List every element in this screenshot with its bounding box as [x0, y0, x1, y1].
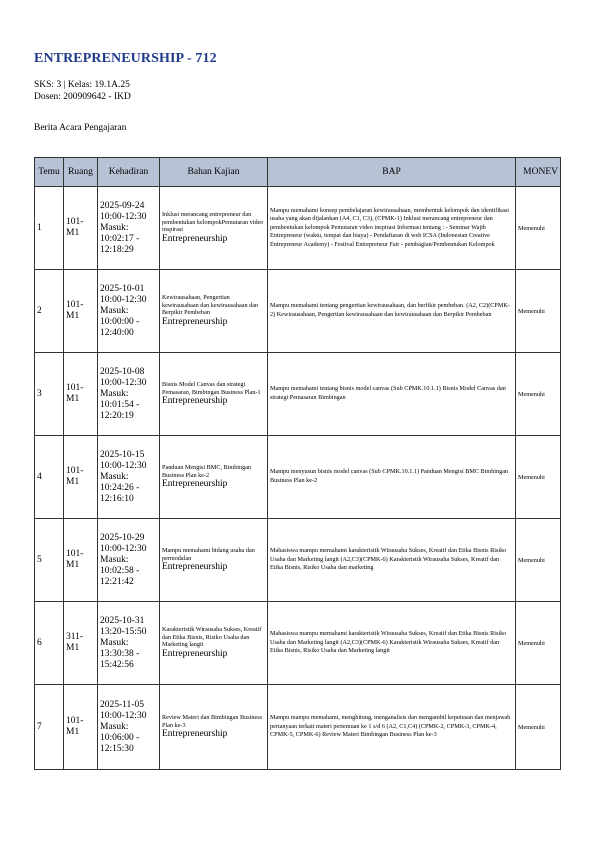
monev-status: Memenuhi — [516, 270, 561, 353]
lecturer-info: Dosen: 200909642 - IKD — [34, 92, 131, 102]
attendance-cell — [98, 519, 160, 602]
room-cell: 101-M1 — [64, 187, 98, 270]
course-name: Entrepreneurship — [162, 729, 228, 740]
table-header-row — [35, 158, 561, 187]
room-cell: 101-M1 — [64, 270, 98, 353]
teaching-report-table — [34, 157, 561, 770]
column-header-bahan-kajian: Bahan Kajian — [160, 158, 268, 187]
attendance-cell — [98, 436, 160, 519]
room-cell: 101-M1 — [64, 519, 98, 602]
monev-status: Memenuhi — [516, 519, 561, 602]
check-in-label: Masuk: — [100, 721, 129, 732]
bap-description: Mahasiswa mampu memahami karakteristik Wirausaha Sukses, Kreatif dan Etika Bisnis Risiko Usaha dan Marketing langit (A2,C3)(CPMK-6) Karakteristik Wirausaha Sukses, Kreatif dan Etika Bisnis, Risiko Usaha dan marketing — [268, 519, 516, 602]
attendance-cell — [98, 602, 160, 685]
check-in-label: Masuk: — [100, 222, 129, 233]
room-cell: 311-M1 — [64, 602, 98, 685]
course-name: Entrepreneurship — [162, 316, 228, 327]
check-in-time: 10:02:58 - — [100, 565, 140, 576]
check-in-time: 13:30:38 - — [100, 648, 140, 659]
study-material-cell — [160, 436, 268, 519]
course-name: Entrepreneurship — [162, 396, 228, 407]
meeting-date: 2025-10-29 — [100, 532, 145, 543]
study-material-cell — [160, 519, 268, 602]
check-out-time: 15:42:56 — [100, 659, 134, 670]
monev-status: Memenuhi — [516, 187, 561, 270]
study-topic: Inklusi merancang entrepreneur dan pembentukan kelompokPemutaran video inspirasi — [162, 211, 264, 234]
bap-description: Mampu memahami tentang bisnis model canvas (Sub CPMK.10.1.1) Bisnis Model Canvas dan strategi Pemasaran Bimbingan — [268, 353, 516, 436]
check-in-label: Masuk: — [100, 388, 129, 399]
bap-description: Mampu menyusun bisnis model canvas (Sub CPMK.10.1.1) Panduan Mengisi BMC Bimbingan Business Plan ke-2 — [268, 436, 516, 519]
check-in-label: Masuk: — [100, 471, 129, 482]
study-topic: Karakteristik Wirausaha Sukses, Kreatif dan Etika Bisnis, Risiko Usaha dan Marketing langit — [162, 626, 262, 649]
meeting-number: 3 — [35, 353, 64, 436]
study-material-cell — [160, 270, 268, 353]
attendance-cell — [98, 353, 160, 436]
meeting-time: 10:00-12:30 — [100, 294, 147, 305]
meeting-number: 5 — [35, 519, 64, 602]
bap-description: Mampu mampu memahami, menghitung, menganalisis dan mengambil keputusan dan menjawab pertanyaan terkait materi pertemuan ke 1 s/d 6 (A2, C1,C4) (CPMK-2, CPMK-3, CPMK-4, CPMK-5, CPMK-6) Review Materi Bimbingan Business Plan ke-3 — [268, 685, 516, 770]
course-name: Entrepreneurship — [162, 233, 228, 244]
room-cell: 101-M1 — [64, 685, 98, 770]
study-topic: Panduan Mengisi BMC, Bimbingan Business Plan ke-2 — [162, 463, 252, 479]
check-out-time: 12:20:19 — [100, 410, 134, 421]
table-row — [35, 436, 561, 519]
meeting-number: 7 — [35, 685, 64, 770]
study-material-cell — [160, 187, 268, 270]
meeting-date: 2025-10-08 — [100, 366, 145, 377]
attendance-cell — [98, 270, 160, 353]
meeting-date: 2025-10-15 — [100, 449, 145, 460]
study-topic: Mampu memahami bidang usaha dan permodalan — [162, 546, 255, 562]
check-in-time: 10:00:00 - — [100, 316, 140, 327]
column-header-bap: BAP — [268, 158, 516, 187]
monev-status: Memenuhi — [516, 353, 561, 436]
course-name: Entrepreneurship — [162, 562, 228, 573]
table-row — [35, 519, 561, 602]
meeting-date: 2025-10-01 — [100, 283, 145, 294]
table-row — [35, 602, 561, 685]
meeting-time: 10:00-12:30 — [100, 377, 147, 388]
meeting-number: 4 — [35, 436, 64, 519]
column-header-monev: MONEV — [516, 158, 561, 187]
bap-description: Mampu memahami konsep pembelajaran kewirausahaan, membentuk kelompok dan identifikasi usaha yang akan dijalankan (A4, C1, C3), (CPMK-1) Inklusi merancang entrepreneur dan pembentukan kelompok Pemutaran video inspirasi Informasi tentang : - Seminar Wajib Entrepreneur (waktu, tempat dan biaya) - Pendaftaran di web ICSA (Indonesian Creative Entrepreneur Academy) - Festival Entrepreneur Fair - pembagian/Pembentukan Kelompok — [268, 187, 516, 270]
table-row — [35, 270, 561, 353]
meeting-number: 2 — [35, 270, 64, 353]
column-header-ruang: Ruang — [64, 158, 98, 187]
room-cell: 101-M1 — [64, 436, 98, 519]
study-material-cell — [160, 685, 268, 770]
attendance-cell — [98, 685, 160, 770]
bap-description: Mahasiswa mampu memahami karakteristik Wirausaha Sukses, Kreatif dan Etika Bisnis Risiko Usaha dan Marketing langit (A2,C3)(CPMK-6) Karakteristik Wirausaha Sukses, Kreatif dan Etika Bisnis, Risiko Usaha dan Marketing langit — [268, 602, 516, 685]
column-header-kehadiran: Kehadiran — [98, 158, 160, 187]
meeting-date: 2025-10-31 — [100, 615, 145, 626]
check-out-time: 12:21:42 — [100, 576, 134, 587]
monev-status: Memenuhi — [516, 685, 561, 770]
course-name: Entrepreneurship — [162, 479, 228, 490]
meeting-date: 2025-09-24 — [100, 200, 145, 211]
check-out-time: 12:18:29 — [100, 244, 134, 255]
check-out-time: 12:40:00 — [100, 327, 134, 338]
check-out-time: 12:15:30 — [100, 743, 134, 754]
section-title: Berita Acara Pengajaran — [34, 123, 127, 133]
check-in-time: 10:06:00 - — [100, 732, 140, 743]
sks-class-info: SKS: 3 | Kelas: 19.1A.25 — [34, 80, 130, 90]
meeting-time: 10:00-12:30 — [100, 710, 147, 721]
table-row — [35, 187, 561, 270]
check-out-time: 12:16:10 — [100, 493, 134, 504]
monev-status: Memenuhi — [516, 602, 561, 685]
check-in-time: 10:02:17 - — [100, 233, 140, 244]
table-row — [35, 353, 561, 436]
bap-description: Mampu memahami tentang pengertian kewirausahaan, dan berfikir pembeban. (A2, C2)(CPMK-2) Kewirausahaan, Pengertian kewirausahaan dan kewirausahaan dan Berpikir Pembeban — [268, 270, 516, 353]
course-name: Entrepreneurship — [162, 648, 228, 659]
check-in-time: 10:24:26 - — [100, 482, 140, 493]
monev-status: Memenuhi — [516, 436, 561, 519]
meeting-time: 10:00-12:30 — [100, 460, 147, 471]
study-material-cell — [160, 602, 268, 685]
meeting-time: 10:00-12:30 — [100, 211, 147, 222]
meeting-time: 10:00-12:30 — [100, 543, 147, 554]
study-topic: Review Materi dan Bimbingan Business Plan ke-3 — [162, 713, 263, 729]
room-cell: 101-M1 — [64, 353, 98, 436]
column-header-temu: Temu — [35, 158, 64, 187]
table-row — [35, 685, 561, 770]
meeting-number: 6 — [35, 602, 64, 685]
check-in-label: Masuk: — [100, 305, 129, 316]
check-in-time: 10:01:54 - — [100, 399, 140, 410]
study-material-cell — [160, 353, 268, 436]
meeting-date: 2025-11-05 — [100, 699, 144, 710]
study-topic: Bisnis Model Canvas dan strategi Pemasaran, Bimbingan Business Plan-1 — [162, 380, 261, 396]
meeting-number: 1 — [35, 187, 64, 270]
study-topic: Kewirausahaan, Pengertian kewirausahaan dan kewirausahaan dan Berpikir Pembeban — [162, 294, 259, 317]
check-in-label: Masuk: — [100, 637, 129, 648]
course-title: ENTREPRENEURSHIP - 712 — [34, 51, 217, 66]
meeting-time: 13:20-15:50 — [100, 626, 147, 637]
check-in-label: Masuk: — [100, 554, 129, 565]
attendance-cell — [98, 187, 160, 270]
